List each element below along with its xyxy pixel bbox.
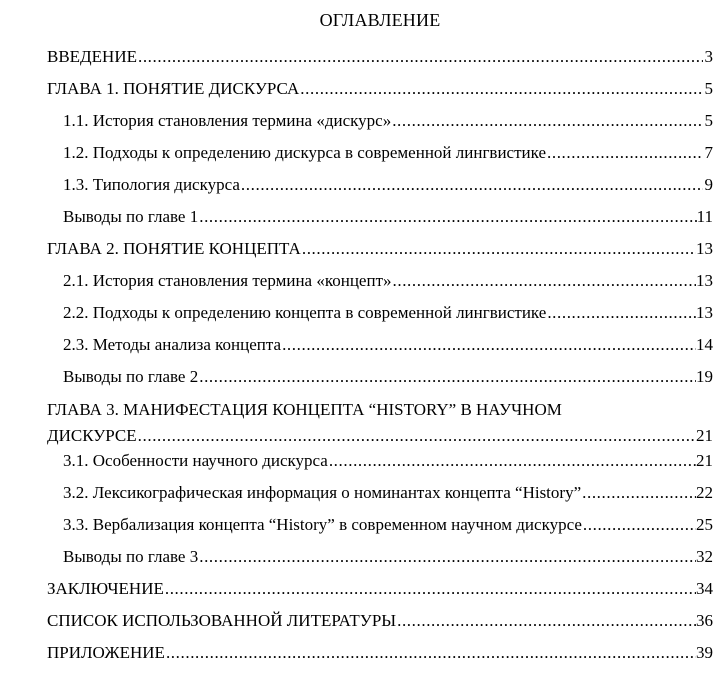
toc-entry-label: 2.3. Методы анализа концепта [63,335,282,354]
toc-entry-introduction[interactable] [0,41,727,73]
toc-entry-label: 3.2. Лексикографическая информация о номинантах концепта “History” [63,483,582,502]
toc-entry-page: 13 [696,239,713,258]
toc-entry-section-3-2[interactable] [0,477,727,509]
toc-entry-page: 39 [696,643,713,662]
toc-entry-conclusions-1[interactable] [0,201,727,233]
toc-entry-section-1-1[interactable] [0,105,727,137]
toc-entry-section-3-1[interactable] [0,445,727,477]
dot-leader [582,509,696,541]
dot-leader [328,445,696,477]
toc-entry-page: 13 [696,271,713,290]
toc-entry-page: 13 [696,303,713,322]
toc-entry-label: Выводы по главе 3 [63,547,199,566]
dot-leader [198,361,696,393]
toc-entry-page: 9 [704,175,713,194]
toc-entry-section-2-1[interactable] [0,265,727,297]
toc-entry-page: 5 [704,111,713,130]
toc-entry-page: 19 [696,367,713,386]
dot-leader [198,201,696,233]
dot-leader [240,169,703,201]
toc-entry-page: 36 [696,611,713,630]
toc-entry-page: 3 [704,47,713,66]
toc-entry-label: ГЛАВА 2. ПОНЯТИЕ КОНЦЕПТА [47,239,301,258]
toc-entry-page: 21 [696,426,713,445]
toc-entry-conclusion[interactable] [0,573,727,605]
toc-entry-label: 1.2. Подходы к определению дискурса в современной лингвистике [63,143,546,162]
toc-entry-label: ПРИЛОЖЕНИЕ [47,643,165,662]
toc-list [0,41,727,669]
toc-entry-page: 14 [696,335,713,354]
toc-entry-label: 3.3. Вербализация концепта “History” в современном научном дискурсе [63,515,582,534]
toc-entry-section-1-3[interactable] [0,169,727,201]
dot-leader [546,137,703,169]
toc-entry-page: 11 [696,207,713,226]
toc-entry-chapter-2[interactable] [0,233,727,265]
toc-entry-page: 7 [704,143,713,162]
toc-title: ОГЛАВЛЕНИЕ [319,10,441,30]
dot-leader [546,297,696,329]
dot-leader [281,329,696,361]
toc-entry-appendix[interactable] [0,637,727,669]
dot-leader [396,605,696,637]
dot-leader [137,41,703,73]
toc-entry-label: ГЛАВА 1. ПОНЯТИЕ ДИСКУРСА [47,79,300,98]
dot-leader [581,477,696,509]
toc-entry-section-2-2[interactable] [0,297,727,329]
toc-entry-label: 1.1. История становления термина «дискурс» [63,111,392,130]
toc-entry-page: 34 [696,579,713,598]
toc-entry-page: 32 [696,547,713,566]
dot-leader [165,637,696,669]
toc-entry-label: 3.1. Особенности научного дискурса [63,451,328,470]
toc-entry-label: Выводы по главе 2 [63,367,199,386]
toc-entry-label-line-2: ДИСКУРСЕ [47,426,137,445]
dot-leader [164,573,696,605]
toc-entry-references[interactable] [0,605,727,637]
toc-entry-label: ЗАКЛЮЧЕНИЕ [47,579,164,598]
dot-leader [198,541,696,573]
toc-entry-label: 2.1. История становления термина «концепт» [63,271,392,290]
toc-entry-label: Выводы по главе 1 [63,207,199,226]
toc-entry-label-line-1: ГЛАВА 3. МАНИФЕСТАЦИЯ КОНЦЕПТА “HISTORY” В НАУЧНОМ [47,400,562,419]
dot-leader [301,233,696,265]
toc-entry-label: СПИСОК ИСПОЛЬЗОВАННОЙ ЛИТЕРАТУРЫ [47,611,397,630]
toc-entry-section-1-2[interactable] [0,137,727,169]
toc-entry-chapter-3[interactable] [0,393,727,445]
toc-entry-page: 25 [696,515,713,534]
toc-entry-page: 22 [696,483,713,502]
toc-entry-page: 21 [696,451,713,470]
toc-entry-label: 1.3. Типология дискурса [63,175,240,194]
toc-entry-label: ВВЕДЕНИЕ [47,47,137,66]
dot-leader [392,265,697,297]
toc-entry-label: 2.2. Подходы к определению концепта в современной лингвистике [63,303,547,322]
toc-entry-conclusions-2[interactable] [0,361,727,393]
toc-entry-conclusions-3[interactable] [0,541,727,573]
toc-entry-section-2-3[interactable] [0,329,727,361]
toc-entry-page: 5 [704,79,713,98]
toc-entry-chapter-1[interactable] [0,73,727,105]
dot-leader [391,105,703,137]
dot-leader [299,73,703,105]
toc-entry-section-3-3[interactable] [0,509,727,541]
